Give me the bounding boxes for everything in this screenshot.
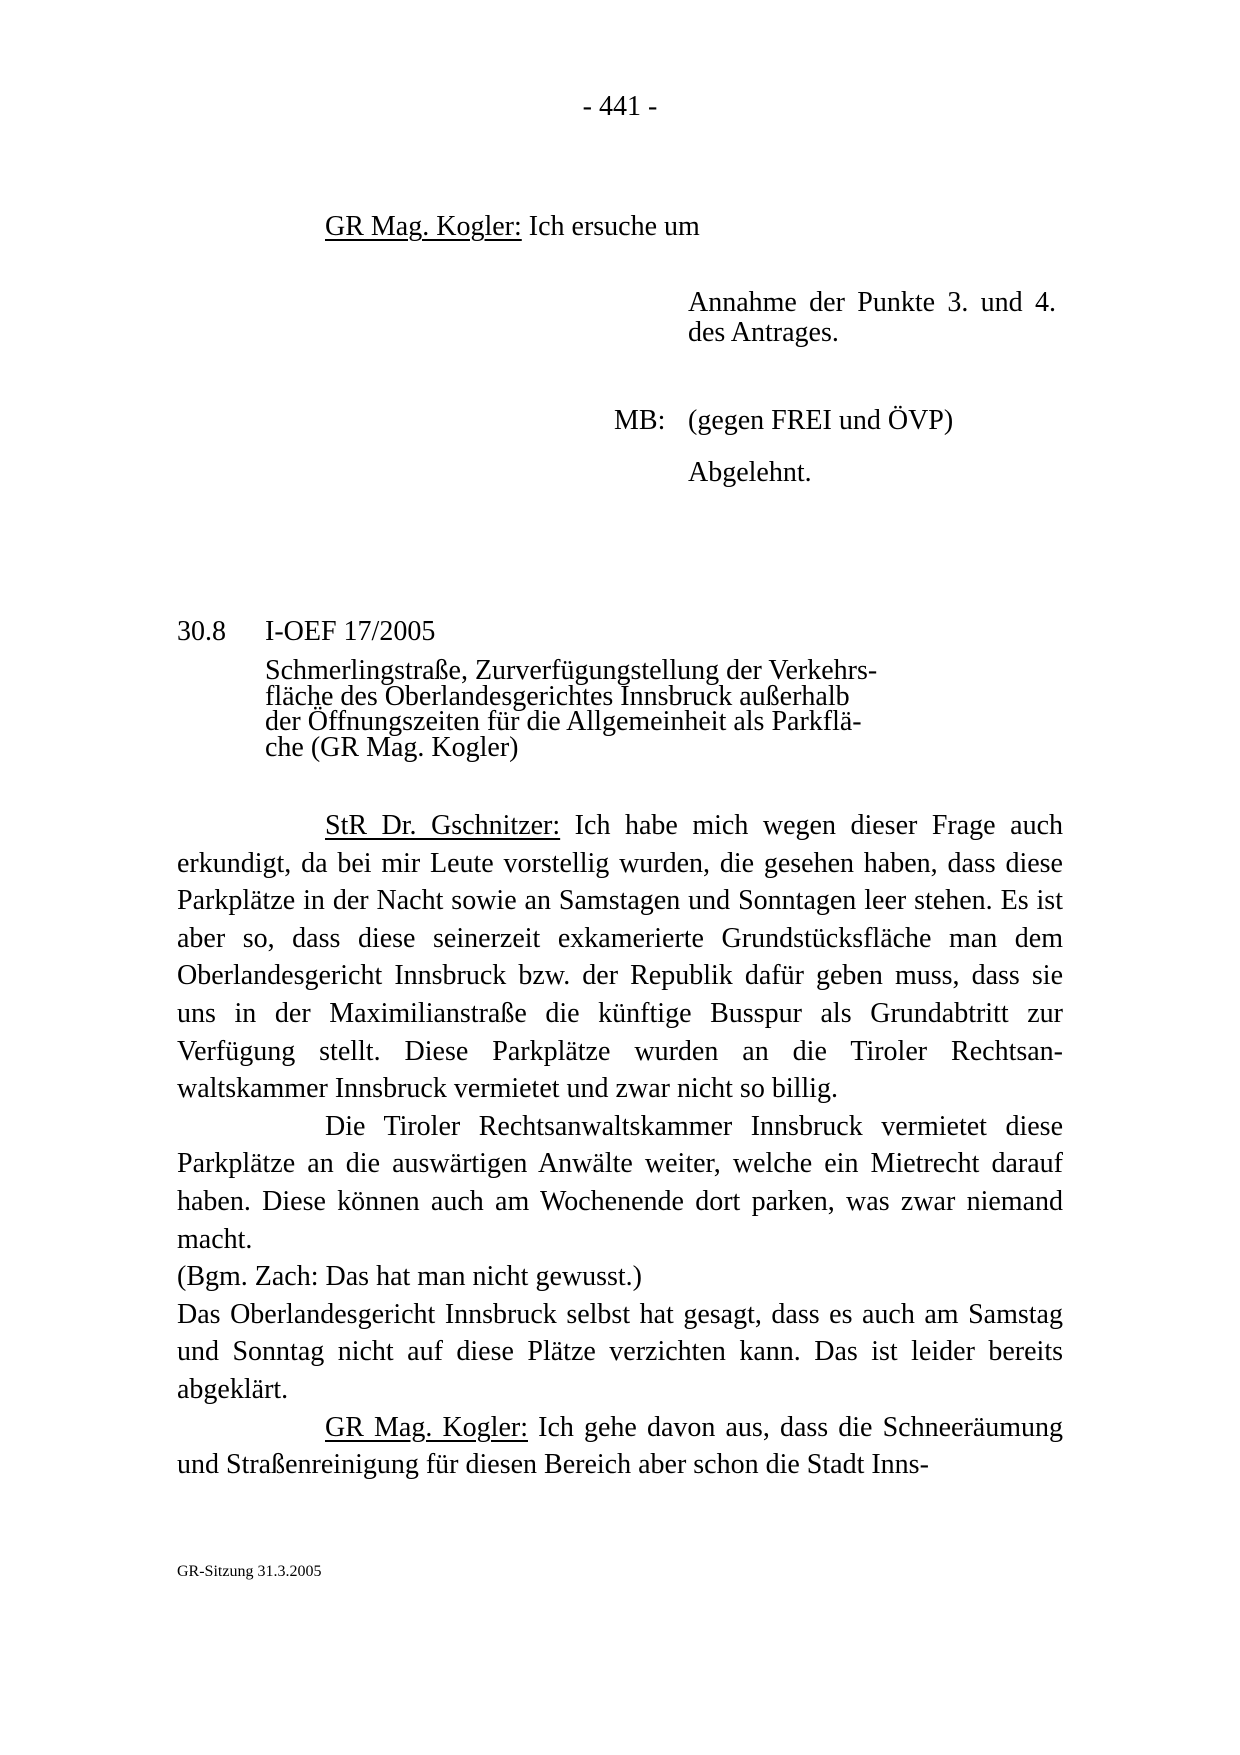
statement-paragraph (177, 807, 1063, 1108)
statement-text: Ich habe mich wegen dieser Frage auch erkundigt, da bei mir Leute vorstellig wurden, die gesehen haben, dass diese Parkplätze in der Nacht sowie an Samstagen und Sonntagen leer stehen. Es ist aber so, dass diese seinerzeit exkamerierte Grundstücksfläche man dem Oberlandesgericht Innsbruck bzw. der Republik dafür geben muss, dass sie uns in der Maximilianstraße die künftige Busspur als Grundabtritt zur Verfügung stellt. Diese Parkplätze wurden an die Tiroler Rechtsanwaltskammer Innsbruck vermietet und zwar nicht so billig. (177, 810, 1063, 1105)
item-number: 30.8 (177, 616, 226, 647)
request-item-line-2: des Antrages. (688, 317, 839, 348)
footer-session-date: GR-Sitzung 31.3.2005 (177, 1563, 322, 1580)
item-title-line: der Öffnungszeiten für die Allgemeinheit als Parkflä- (265, 706, 862, 737)
statement-paragraph: Das Oberlandesgericht Innsbruck selbst hat gesagt, dass es auch am Samstag und Sonntag nicht auf diese Plätze verzichten kann. Das ist leider bereits abgeklärt. (177, 1298, 1063, 1405)
vote-detail: (gegen FREI und ÖVP) (688, 405, 954, 436)
interjection: (Bgm. Zach: Das hat man nicht gewusst.) (177, 1261, 643, 1293)
statement-kogler (177, 1409, 1063, 1484)
statement-gschnitzer (177, 807, 1063, 1484)
speaker-name: GR Mag. Kogler: (325, 1411, 528, 1443)
item-title (265, 655, 925, 763)
request-line (325, 208, 700, 246)
statement-text: Ich gehe davon aus, dass die Schneeräumung und Straßenreinigung für diesen Bereich aber schon die Stadt Inns- (177, 1411, 1063, 1481)
speaker-name: GR Mag. Kogler: (325, 211, 522, 242)
vote-label: MB: (614, 405, 666, 436)
item-title-line: Schmerlingstraße, Zurverfügungstellung der Verkehrs- (265, 655, 878, 686)
item-code: I-OEF 17/2005 (265, 616, 436, 647)
item-title-line: che (GR Mag. Kogler) (265, 731, 519, 763)
statement-paragraph: Die Tiroler Rechtsanwaltskammer Innsbruck vermietet diese Parkplätze an die auswärtigen Anwälte weiter, welche ein Mietrecht darauf haben. Diese können auch am Wochenende dort parken, was zwar niemand macht. (177, 1110, 1063, 1255)
item-title-line: fläche des Oberlandesgerichtes Innsbruck außerhalb (265, 680, 850, 712)
page-number: - 441 - (582, 91, 658, 122)
speaker-name: StR Dr. Gschnitzer: (325, 810, 561, 841)
request-item-line-1: Annahme der Punkte 3. und 4. (688, 287, 1056, 318)
request-text: Ich ersuche um (528, 211, 700, 242)
vote-result: Abgelehnt. (688, 457, 812, 488)
